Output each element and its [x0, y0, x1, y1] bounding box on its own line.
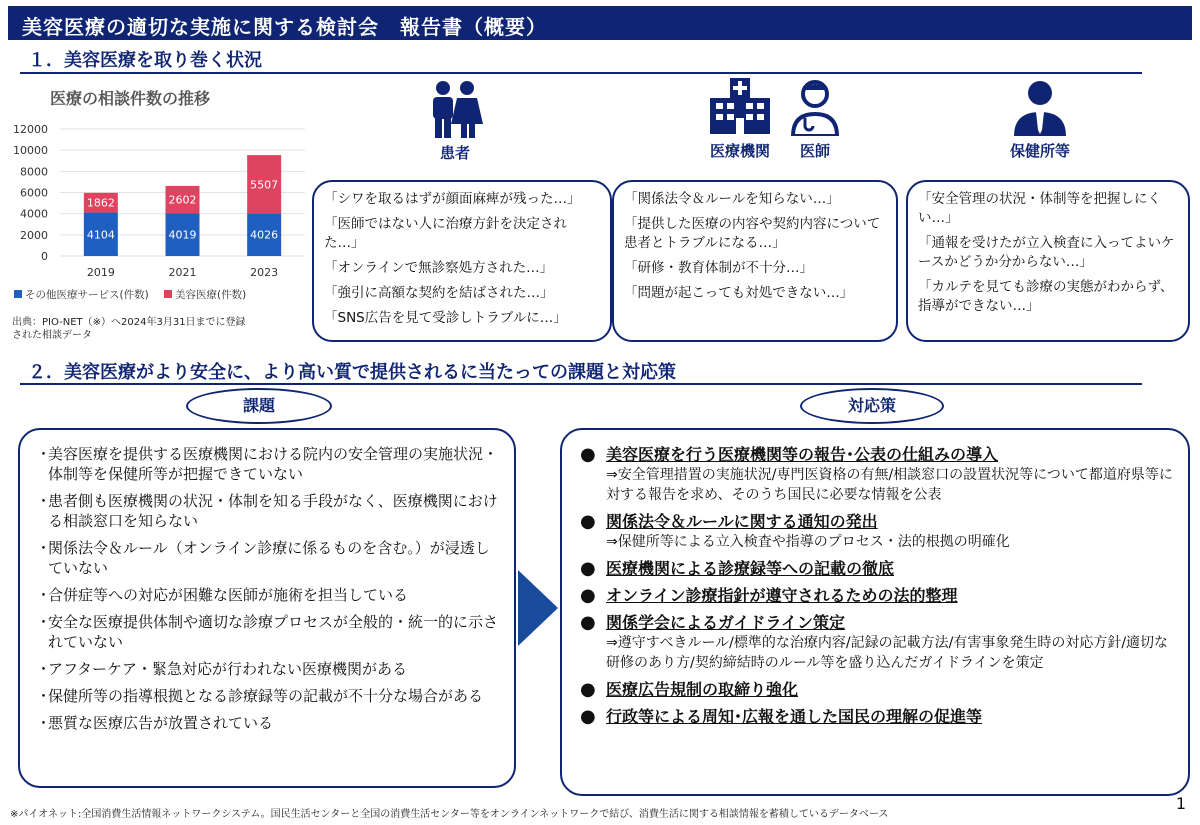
measure-item: ● 医療機関による診療録等への記載の徹底	[580, 558, 895, 579]
data-label: 4104	[86, 228, 115, 242]
data-label: 1862	[86, 196, 115, 210]
x-axis-ticks	[87, 266, 278, 279]
chart-source	[12, 316, 312, 342]
hospital-quote: 「提供した医療の内容や契約内容について患者とトラブルになる…」	[624, 216, 881, 251]
measure-item: ● 医療広告規制の取締り強化	[580, 679, 799, 700]
patient-quote: 「強引に高額な契約を結ばされた…」	[324, 285, 554, 301]
issue-item: ・ 保健所等の指導根拠となる診療録等の記載が不十分な場合がある	[36, 687, 484, 705]
patient-group	[420, 80, 490, 163]
hospital-quotes-bubble	[612, 180, 898, 342]
health-center-quote: 「カルテを見ても診療の実態がわからず、指導ができない…」	[918, 279, 1174, 314]
issue-item: ・ アフターケア・緊急対応が行われない医療機関がある	[36, 660, 407, 678]
hospital-quote: 「研修・教育体制が不十分…」	[624, 260, 813, 276]
patient-quote: 「オンラインで無診察処方された…」	[324, 260, 554, 276]
measures-label: 対応策	[800, 388, 944, 424]
arrow-right-icon	[516, 570, 560, 646]
section-2-rule	[20, 383, 1142, 385]
doctor-icon	[791, 80, 839, 136]
measures-box	[560, 428, 1190, 796]
issue-item: ・ 合併症等への対応が困難な医師が施術を担当している	[36, 586, 409, 604]
measure-title: 行政等による周知･広報を通した国民の理解の促進等	[606, 707, 983, 726]
measure-detail: ⇒保健所等による立入検査や指導のプロセス・法的根拠の明確化	[606, 534, 1010, 550]
health-center-quote: 「安全管理の状況・体制等を把握しにくい…」	[918, 191, 1161, 226]
section-2-heading: ２．美容医療がより安全に、より高い質で提供されるに当たっての課題と対応策	[28, 362, 676, 383]
hospital-icon	[708, 78, 772, 136]
measure-title: 美容医療を行う医療機関等の報告･公表の仕組みの導入	[606, 445, 999, 464]
patient-quotes-bubble	[312, 180, 612, 342]
legend-swatch	[164, 290, 172, 298]
issue-item: ・ 悪質な医療広告が放置されている	[36, 714, 274, 732]
chart-title: 医療の相談件数の推移	[50, 89, 211, 108]
patient-quote: 「SNS広告を見て受診しトラブルに…」	[324, 310, 567, 326]
y-tick-label: 2000	[20, 228, 48, 242]
health-center-quotes-bubble	[906, 180, 1190, 342]
doctor-group	[790, 80, 840, 161]
hospital-group	[700, 78, 780, 161]
data-label: 5507	[250, 178, 279, 192]
chart-bars	[84, 155, 281, 256]
section-1-heading: １．美容医療を取り巻く状況	[28, 50, 262, 71]
y-tick-label: 10000	[13, 144, 48, 158]
issues-box	[18, 428, 516, 788]
issue-item: ・ 関係法令＆ルール（オンライン診療に係るものを含む。）が浸透していない	[36, 539, 490, 577]
measure-item: ● 関係学会によるガイドライン策定 ⇒遵守すべきルール/標準的な治療内容/記録の記載方法/有害事象発生時の対応方針/適切な研修のあり方/契約締結時のルール等を盛り込んだガイドラインを策定	[580, 610, 1174, 673]
measure-item: ● 美容医療を行う医療機関等の報告･公表の仕組みの導入 ⇒安全管理措置の実施状況/専門医資格の有無/相談窓口の設置状況等について都道府県等に対する報告を求め、そのうち国民に必要な情報を公表	[580, 444, 1173, 503]
health-center-group	[1000, 80, 1080, 161]
x-tick-label: 2019	[86, 266, 115, 279]
page-number: 1	[1175, 794, 1186, 813]
issue-item: ・ 安全な医療提供体制や適切な診療プロセスが全般的・統一的に示されていない	[36, 613, 499, 651]
measure-item: ● オンライン診療指針が遵守されるための法的整理	[580, 585, 958, 606]
y-tick-label: 12000	[13, 123, 48, 136]
legend-label: その他医療サービス(件数)	[25, 289, 149, 301]
y-tick-label: 0	[41, 250, 48, 263]
data-label: 4026	[250, 228, 279, 242]
measure-detail: ⇒安全管理措置の実施状況/専門医資格の有無/相談窓口の設置状況等について都道府県等に対する報告を求め、そのうち国民に必要な情報を公表	[606, 467, 1173, 503]
y-tick-label: 6000	[20, 186, 48, 200]
chart-source-line-1: 出典：PIO-NET（※）へ2024年3月31日までに登録	[12, 317, 246, 328]
hospital-quote: 「関係法令＆ルールを知らない…」	[624, 191, 840, 207]
measure-title: 医療広告規制の取締り強化	[606, 680, 799, 699]
y-tick-label: 8000	[20, 165, 48, 179]
issues-label: 課題	[186, 388, 332, 424]
consultation-chart	[0, 115, 320, 310]
official-icon	[1010, 80, 1070, 136]
measure-title: 医療機関による診療録等への記載の徹底	[606, 559, 895, 578]
x-tick-label: 2023	[250, 266, 279, 279]
health-center-quote: 「通報を受けたが立入検査に入ってよいケースかどうか分からない…」	[918, 235, 1175, 270]
legend-swatch	[14, 290, 22, 298]
data-label: 4019	[168, 228, 197, 242]
measure-detail: ⇒遵守すべきルール/標準的な治療内容/記録の記載方法/有害事象発生時の対応方針/適切な研修のあり方/契約締結時のルール等を盛り込んだガイドラインを策定	[606, 635, 1169, 671]
patient-quote: 「医師ではない人に治療方針を決定された…」	[324, 216, 567, 251]
measure-title: 関係法令＆ルールに関する通知の発出	[606, 512, 878, 531]
health-center-label: 保健所等	[1009, 142, 1070, 160]
issue-item: ・ 患者側も医療機関の状況・体制を知る手段がなく、医療機関における相談窓口を知らない	[36, 492, 498, 530]
hospital-quote: 「問題が起こっても対処できない…」	[624, 285, 854, 301]
measure-item: ● 行政等による周知･広報を通した国民の理解の促進等	[580, 706, 983, 727]
x-tick-label: 2021	[168, 266, 197, 279]
chart-legend	[14, 288, 246, 301]
section-1-rule	[20, 72, 1142, 74]
patient-quote: 「シワを取るはずが顔面麻痺が残った…」	[324, 191, 581, 207]
chart-source-line-2: された相談データ	[12, 330, 92, 341]
measure-item: ● 関係法令＆ルールに関する通知の発出 ⇒保健所等による立入検査や指導のプロセス・法的根拠の明確化	[580, 509, 1174, 552]
report-title-bar	[8, 6, 1192, 40]
measure-title: 関係学会によるガイドライン策定	[606, 613, 846, 632]
report-title: 美容医療の適切な実施に関する検討会 報告書（概要）	[22, 15, 547, 39]
y-axis-ticks	[13, 123, 48, 263]
hospital-label: 医療機関	[709, 142, 770, 160]
issue-item: ・ 美容医療を提供する医療機関における院内の安全管理の実施状況・体制等を保健所等が把握できていない	[36, 445, 499, 483]
footnote: ※パイオネット:全国消費生活情報ネットワークシステム。国民生活センターと全国の消費生活センター等をオンラインネットワークで結び、消費生活に関する相談情報を蓄積しているデータベース	[10, 809, 889, 820]
doctor-label: 医師	[799, 142, 830, 160]
measure-title: オンライン診療指針が遵守されるための法的整理	[606, 586, 958, 605]
patient-label: 患者	[439, 144, 470, 162]
data-label: 2602	[168, 193, 197, 207]
patients-icon	[423, 80, 487, 138]
y-tick-label: 4000	[20, 207, 48, 221]
legend-label: 美容医療(件数)	[175, 289, 247, 301]
